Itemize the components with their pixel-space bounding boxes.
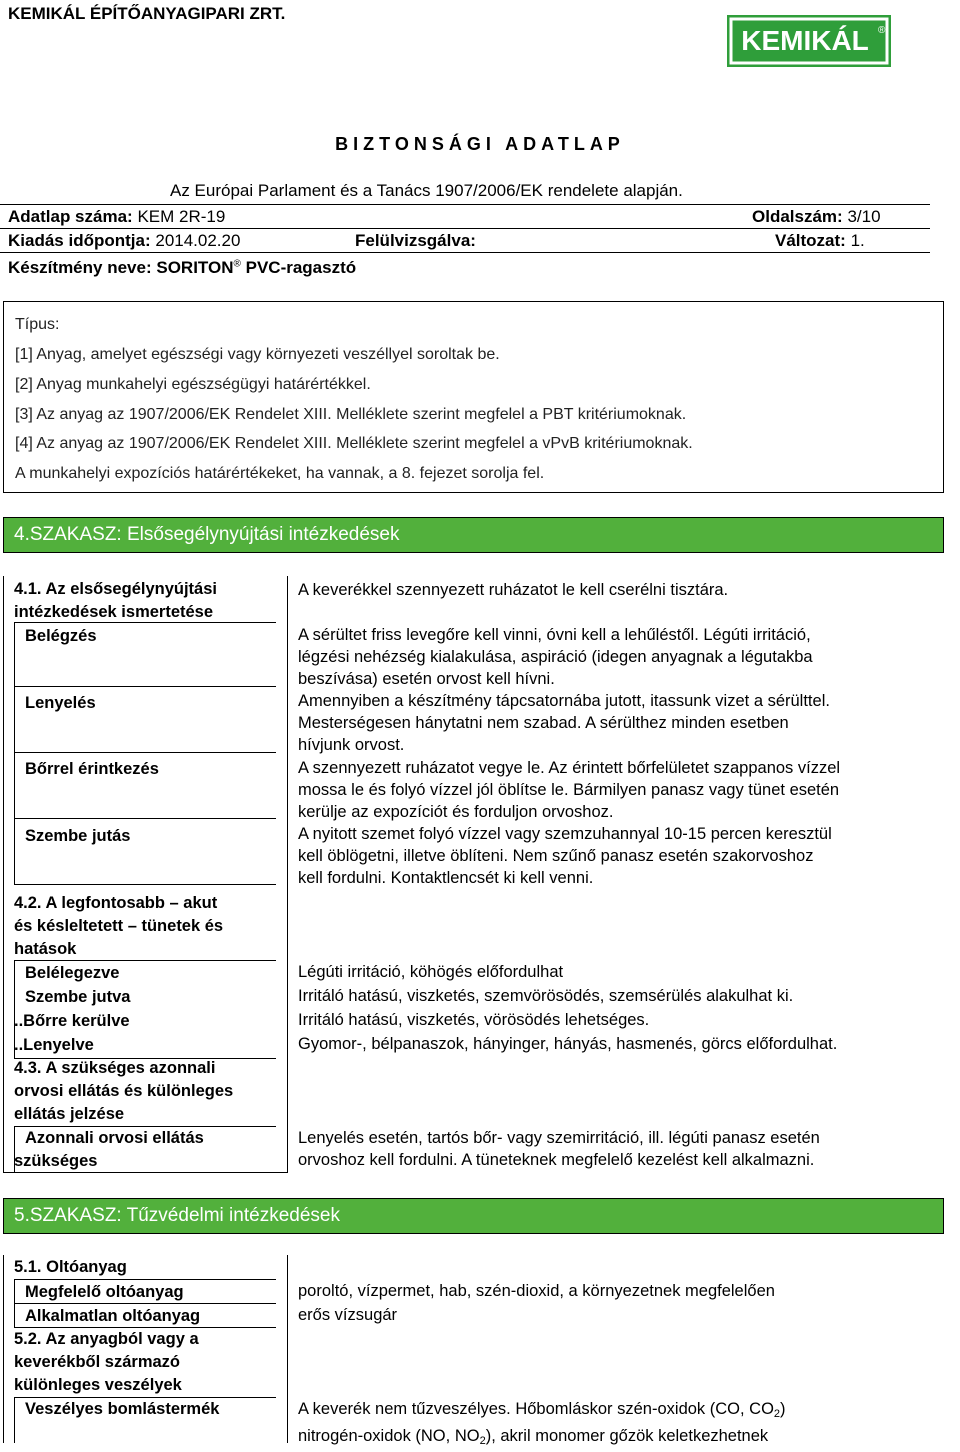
label-skin: ..Bőrre kerülve [14, 1012, 130, 1030]
row-divider [14, 752, 276, 753]
value-line [298, 1425, 786, 1452]
issue-date [8, 231, 240, 251]
issue-date-label: Kiadás időpontja: [8, 231, 151, 250]
value-line: hívjunk orvost. [298, 736, 405, 754]
label-line: Azonnali orvosi ellátás [25, 1129, 204, 1147]
value-line: mossa le és folyó vízzel jól öblítse le. Bármilyen panasz vagy tünet esetén [298, 781, 840, 799]
product-registered-mark: ® [233, 258, 241, 270]
type-legend-box [3, 301, 944, 493]
value-decomposition [298, 1398, 786, 1452]
value-text: ), akril monomer gőzök keletkezhetnek [485, 1427, 769, 1445]
value-immediate-care [298, 1127, 820, 1171]
row-divider [14, 686, 15, 752]
row-divider [14, 1397, 15, 1443]
value-line: Mesterségesen hánytatni nem szabad. A sérülthez minden esetben [298, 714, 789, 732]
value-line: A szennyezett ruházatot vegye le. Az érintett bőrfelületet szappanos vízzel [298, 759, 841, 777]
row-divider [14, 818, 15, 884]
value-line: orvoshoz kell fordulni. A tüneteknek megfelelő kezelést kell alkalmazni. [298, 1151, 815, 1169]
label-inhaled: Belélegezve [25, 964, 120, 982]
value-line: kell öblögetni, illetve öblíteni. Nem szűnő panasz esetén szakorvoshoz [298, 847, 814, 865]
value-unsuitable-media: erős vízsugár [298, 1306, 398, 1324]
regulation-reference: Az Európai Parlament és a Tanács 1907/2006/EK rendelete alapján. [170, 181, 683, 200]
page-number [752, 207, 881, 227]
value-eyes: Irritáló hatású, viszketés, szemvörösödés, szemsérülés alakulhat ki. [298, 987, 794, 1005]
value-ingestion [298, 690, 830, 756]
version [775, 231, 865, 251]
label-ingestion: Lenyelés [25, 694, 96, 712]
section-4-title: 4.SZAKASZ: Elsősegélynyújtási intézkedések [14, 524, 400, 545]
label-line: 4.1. Az elsősegélynyújtási [14, 580, 217, 598]
value-text: nitrogén-oxidok (NO, NO [298, 1427, 480, 1445]
label-4-3 [14, 1057, 233, 1126]
column-divider [287, 576, 288, 1173]
section-5-header [3, 1198, 944, 1234]
page-number-label: Oldalszám: [752, 207, 843, 226]
type-line: [1] Anyag, amelyet egészségi vagy környezeti veszéllyel soroltak be. [15, 346, 500, 363]
sheet-number-label: Adatlap száma: [8, 207, 133, 226]
value-line: beszívása) esetén orvost kell hívni. [298, 670, 555, 688]
row-divider [14, 752, 15, 818]
label-eyes: Szembe jutva [25, 988, 131, 1006]
row-divider [14, 686, 276, 687]
label-4-1 [14, 578, 217, 624]
label-immediate-care [14, 1127, 204, 1173]
row-divider [14, 622, 15, 686]
sheet-number-value: KEM 2R-19 [137, 207, 226, 226]
value-line: légzési nehézség kialakulása, aspiráció (idegen anyagnak a légutakba [298, 648, 813, 666]
value-inhaled: Légúti irritáció, köhögés előfordulhat [298, 963, 564, 981]
type-line: A munkahelyi expozíciós határértékeket, ha vannak, a 8. fejezet sorolja fel. [15, 465, 545, 482]
type-line: [4] Az anyag az 1907/2006/EK Rendelet XIII. Melléklete szerint megfelel a vPvB kritériumoknak. [15, 435, 693, 452]
label-inhalation: Belégzés [25, 627, 97, 645]
logo-text: KEMIKÁL [741, 25, 869, 56]
value-line: Amennyiben a készítmény tápcsatornába jutott, itassunk vizet a sérülttel. [298, 692, 830, 710]
label-skin-contact: Bőrrel érintkezés [25, 760, 159, 778]
value-line: Lenyelés esetén, tartós bőr- vagy szemirritáció, ill. légúti panasz esetén [298, 1129, 820, 1147]
type-line: Típus: [15, 316, 60, 333]
value-inhalation [298, 624, 813, 690]
label-line: hatások [14, 940, 77, 958]
section-4-header [3, 517, 944, 553]
value-skin: Irritáló hatású, viszketés, vörösödés lehetséges. [298, 1011, 650, 1029]
subscript: 2 [479, 1435, 486, 1447]
value-swallowed: Gyomor-, bélpanaszok, hányinger, hányás, hasmenés, görcs előfordulhat. [298, 1035, 838, 1053]
label-5-2 [14, 1328, 199, 1397]
company-name: KEMIKÁL ÉPÍTŐANYAGIPARI ZRT. [8, 4, 286, 23]
label-line: különleges veszélyek [14, 1376, 182, 1394]
label-unsuitable-media: Alkalmatlan oltóanyag [25, 1307, 201, 1325]
label-line: orvosi ellátás és különleges [14, 1082, 234, 1100]
section-5-title: 5.SZAKASZ: Tűzvédelmi intézkedések [14, 1205, 340, 1226]
table-border [3, 1255, 4, 1443]
label-4-2 [14, 892, 223, 961]
value-skin-contact [298, 757, 840, 823]
value-line [298, 1398, 786, 1425]
value-text: A keverék nem tűzveszélyes. Hőbomláskor szén-oxidok (CO, CO [298, 1400, 774, 1418]
document-title: BIZTONSÁGI ADATLAP [335, 134, 625, 154]
header-divider [0, 252, 930, 253]
label-swallowed: ..Lenyelve [14, 1036, 94, 1054]
kemikal-logo [727, 15, 891, 67]
header-divider [0, 204, 930, 205]
issue-date-value: 2014.02.20 [155, 231, 241, 250]
label-line: intézkedések ismertetése [14, 603, 214, 621]
product-name [8, 258, 356, 278]
label-line: ellátás jelzése [14, 1105, 125, 1123]
label-5-1: 5.1. Oltóanyag [14, 1258, 127, 1276]
column-divider [287, 1255, 288, 1443]
label-line: 4.3. A szükséges azonnali [14, 1059, 216, 1077]
version-value: 1. [850, 231, 865, 250]
row-divider [14, 1279, 276, 1280]
revision [355, 231, 476, 251]
logo-registered-mark: ® [878, 25, 886, 36]
type-line: [3] Az anyag az 1907/2006/EK Rendelet XIII. Melléklete szerint megfelel a PBT kritériumoknak. [15, 406, 687, 423]
value-line: kell fordulni. Kontaktlencsét ki kell venni. [298, 869, 594, 887]
value-4-1: A keverékkel szennyezett ruházatot le kell cserélni tisztára. [298, 581, 729, 599]
value-eye-contact [298, 823, 832, 889]
label-suitable-media: Megfelelő oltóanyag [25, 1283, 184, 1301]
row-divider [14, 884, 276, 885]
row-divider [14, 818, 276, 819]
value-suitable-media: poroltó, vízpermet, hab, szén-dioxid, a környezetnek megfelelően [298, 1282, 775, 1300]
label-line: 5.2. Az anyagból vagy a [14, 1330, 199, 1348]
type-line: [2] Anyag munkahelyi egészségügyi határértékkel. [15, 376, 371, 393]
label-decomposition: Veszélyes bomlástermék [25, 1400, 220, 1418]
sheet-number [8, 207, 225, 227]
value-line: A nyitott szemet folyó vízzel vagy szemzuhannyal 10-15 percen keresztül [298, 825, 832, 843]
product-rest: PVC-ragasztó [245, 258, 357, 277]
product-brand: SORITON [156, 258, 234, 277]
header-divider [0, 228, 930, 229]
version-label: Változat: [775, 231, 846, 250]
product-name-label: Készítmény neve: [8, 258, 152, 277]
label-line: szükséges [14, 1152, 98, 1170]
label-line: keverékből származó [14, 1353, 181, 1371]
label-line: 4.2. A legfontosabb – akut [14, 894, 218, 912]
label-eye-contact: Szembe jutás [25, 827, 131, 845]
value-line: kerülje az expozíciót és forduljon orvoshoz. [298, 803, 614, 821]
revision-label: Felülvizsgálva: [355, 231, 476, 250]
subscript: 2 [773, 1408, 781, 1420]
value-line: A sérültet friss levegőre kell vinni, óvni kell a lehűléstől. Légúti irritáció, [298, 626, 811, 644]
value-text: ) [780, 1400, 786, 1418]
label-line: és késleltetett – tünetek és [14, 917, 224, 935]
table-border [3, 576, 4, 1173]
page-number-value: 3/10 [847, 207, 881, 226]
